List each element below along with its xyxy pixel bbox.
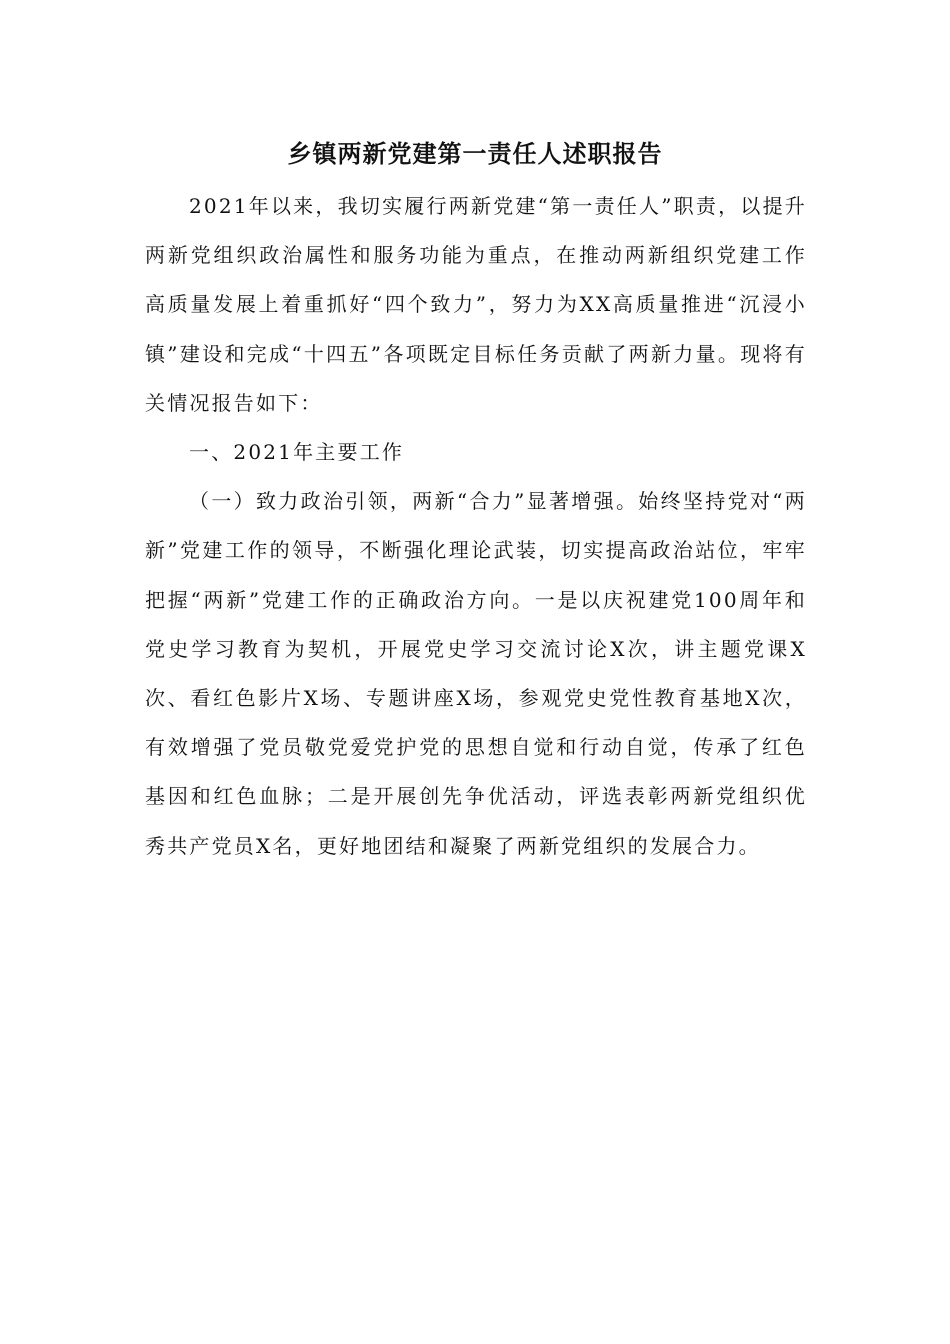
- section-heading: 一、2021年主要工作: [189, 440, 405, 465]
- document-title: 乡镇两新党建第一责任人述职报告: [287, 139, 663, 168]
- document-body: [145, 182, 807, 871]
- subsection-paragraph: （一）致力政治引领，两新“合力”显著增强。始终坚持党对“两新”党建工作的领导，不断强化理论武装，切实提高政治站位，牢牢把握“两新”党建工作的正确政治方向。一是以庆祝建党100周年和党史学习教育为契机，开展党史学习交流讨论X次，讲主题党课X次、看红色影片X场、专题讲座X场，参观党史党性教育基地X次，有效增强了党员敬党爱党护党的思想自觉和行动自觉，传承了红色基因和红色血脉；二是开展创先争优活动，评选表彰两新党组织优秀共产党员X名，更好地团结和凝聚了两新党组织的发展合力。: [145, 489, 807, 858]
- intro-paragraph: 2021年以来，我切实履行两新党建“第一责任人”职责，以提升两新党组织政治属性和服务功能为重点，在推动两新组织党建工作高质量发展上着重抓好“四个致力”，努力为XX高质量推进“沉浸小镇”建设和完成“十四五”各项既定目标任务贡献了两新力量。现将有关情况报告如下：: [145, 194, 807, 415]
